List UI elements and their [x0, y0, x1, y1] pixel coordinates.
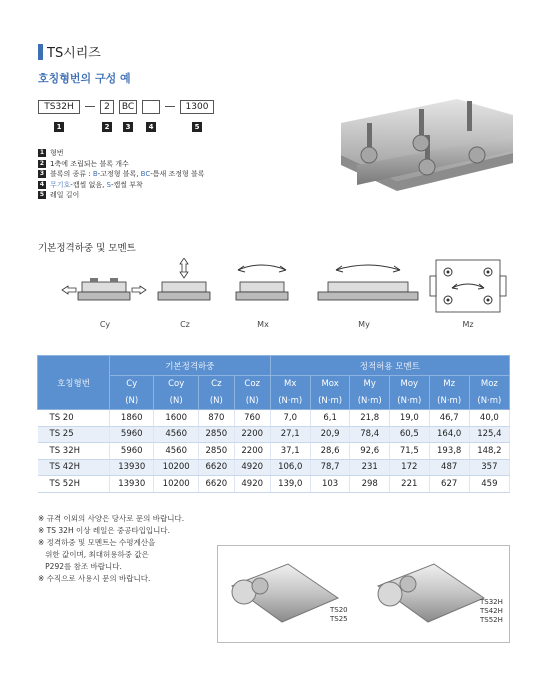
legend-text: S — [106, 180, 111, 189]
rail-label-ts20: TS20 — [330, 606, 348, 614]
value-cell: 4920 — [234, 459, 270, 476]
value-cell: 2850 — [198, 426, 234, 443]
value-cell: 6,1 — [310, 410, 350, 427]
label-mx: Mx — [257, 320, 269, 329]
legend-text: 블록의 종류 : — [50, 170, 93, 178]
header-basic-rating: 기본정격하중 — [110, 356, 271, 376]
value-cell: 71,5 — [390, 443, 430, 460]
note-line: ※ 정격하중 및 모멘트는 수평계산을 — [38, 538, 156, 547]
cy-diagram — [62, 278, 146, 300]
value-cell: 4560 — [154, 426, 198, 443]
dash — [85, 106, 95, 107]
header-static-moment: 정적허용 모멘트 — [270, 356, 509, 376]
value-cell: 1600 — [154, 410, 198, 427]
legend-text: 형번 — [50, 149, 64, 157]
table-row — [38, 459, 510, 476]
legend-item — [38, 169, 205, 180]
value-cell: 2200 — [234, 426, 270, 443]
legend-text: -캡씰 부착 — [111, 180, 143, 189]
value-cell: 6620 — [198, 476, 234, 493]
marker-4: 4 — [146, 122, 156, 132]
note-line: ※ 규격 이외의 사양은 당사로 문의 바랍니다. — [38, 514, 185, 523]
value-cell: 459 — [469, 476, 509, 493]
value-cell: 148,2 — [469, 443, 509, 460]
legend-text: -고정형 블록, — [97, 170, 141, 178]
table-row — [38, 410, 510, 427]
model-cell: TS 52H — [38, 476, 110, 493]
mz-diagram — [430, 260, 506, 312]
notes — [38, 513, 184, 585]
legend-item — [38, 159, 205, 170]
label-cz: Cz — [180, 320, 190, 329]
marker-1: 1 — [54, 122, 64, 132]
header-unit: (N) — [234, 393, 270, 410]
header-unit: (N) — [198, 393, 234, 410]
header-cy: Cy — [110, 376, 154, 393]
legend-number: 3 — [39, 170, 45, 177]
value-cell: 164,0 — [429, 426, 469, 443]
value-cell: 7,0 — [270, 410, 310, 427]
code-box-type: BC — [119, 100, 137, 114]
model-cell: TS 20 — [38, 410, 110, 427]
value-cell: 92,6 — [350, 443, 390, 460]
rail-profile-image — [217, 545, 510, 643]
code-box-count: 2 — [100, 100, 114, 114]
table-row — [38, 443, 510, 460]
value-cell: 487 — [429, 459, 469, 476]
mx-diagram — [236, 265, 288, 300]
value-cell: 125,4 — [469, 426, 509, 443]
value-cell: 221 — [390, 476, 430, 493]
legend-item — [38, 190, 205, 201]
header-unit: (N) — [110, 393, 154, 410]
header-moz: Moz — [469, 376, 509, 393]
rail-profiles — [218, 546, 511, 644]
value-cell: 357 — [469, 459, 509, 476]
legend-text: B — [92, 170, 98, 178]
value-cell: 13930 — [110, 476, 154, 493]
table-row — [38, 476, 510, 493]
header-mz: Mz — [429, 376, 469, 393]
guide-rail-assembly-image — [337, 95, 513, 205]
load-moment-diagrams — [60, 258, 520, 318]
note-line: ※ TS 32H 이상 레일은 중공타입입니다. — [38, 526, 171, 535]
header-cz: Cz — [198, 376, 234, 393]
header-coz: Coz — [234, 376, 270, 393]
value-cell: 4920 — [234, 476, 270, 493]
code-box-seal — [142, 100, 160, 114]
legend-text: -캡씰 없음, — [70, 180, 107, 189]
value-cell: 21,8 — [350, 410, 390, 427]
legend-text: 레일 길이 — [50, 191, 80, 199]
legend-text: 무기호 — [50, 180, 71, 189]
label-cy: Cy — [99, 320, 111, 329]
label-my: My — [358, 320, 370, 329]
legend-item — [38, 148, 205, 159]
header-model: 호칭형번 — [38, 356, 110, 410]
legend-number: 5 — [39, 191, 45, 198]
marker-5: 5 — [192, 122, 202, 132]
value-cell: 28,6 — [310, 443, 350, 460]
header-my: My — [350, 376, 390, 393]
model-cell: TS 42H — [38, 459, 110, 476]
value-cell: 870 — [198, 410, 234, 427]
legend-number: 4 — [39, 180, 45, 188]
code-legend — [38, 148, 205, 201]
value-cell: 103 — [310, 476, 350, 493]
value-cell: 5960 — [110, 443, 154, 460]
section-title — [38, 42, 101, 61]
model-cell: TS 32H — [38, 443, 110, 460]
spec-table — [37, 355, 510, 493]
section-title-text: TS시리즈 — [47, 46, 101, 61]
value-cell: 27,1 — [270, 426, 310, 443]
title-bar — [38, 44, 43, 60]
value-cell: 6620 — [198, 459, 234, 476]
value-cell: 231 — [350, 459, 390, 476]
value-cell: 193,8 — [429, 443, 469, 460]
value-cell: 627 — [429, 476, 469, 493]
legend-text: 1축에 조립되는 블록 개수 — [50, 159, 129, 168]
header-coy: Coy — [154, 376, 198, 393]
rail-label-right — [480, 598, 503, 625]
legend-number: 1 — [39, 149, 45, 156]
my-diagram — [318, 265, 418, 300]
header-moy: Moy — [390, 376, 430, 393]
cz-diagram — [158, 258, 210, 300]
table-row — [38, 426, 510, 443]
marker-3: 3 — [123, 122, 133, 132]
rail-label-ts42h: TS42H — [480, 607, 503, 615]
subtitle: 호칭형번의 구성 예 — [38, 72, 131, 85]
legend-text: BC — [140, 170, 151, 178]
legend-text: -틈새 조정형 블록 — [150, 170, 205, 178]
value-cell: 760 — [234, 410, 270, 427]
note-line: P292를 참조 바랍니다. — [38, 562, 122, 571]
marker-2: 2 — [102, 122, 112, 132]
value-cell: 1860 — [110, 410, 154, 427]
value-cell: 78,7 — [310, 459, 350, 476]
rail-label-ts32h: TS32H — [480, 598, 503, 606]
value-cell: 298 — [350, 476, 390, 493]
header-unit: (N·m) — [469, 393, 509, 410]
value-cell: 10200 — [154, 459, 198, 476]
header-unit: (N·m) — [429, 393, 469, 410]
value-cell: 37,1 — [270, 443, 310, 460]
code-box-model: TS32H — [38, 100, 80, 114]
value-cell: 60,5 — [390, 426, 430, 443]
header-unit: (N·m) — [310, 393, 350, 410]
value-cell: 172 — [390, 459, 430, 476]
rail-label-ts52h: TS52H — [480, 616, 503, 624]
value-cell: 78,4 — [350, 426, 390, 443]
label-mz: Mz — [462, 320, 474, 329]
dash — [165, 106, 175, 107]
rail-label-ts25: TS25 — [330, 615, 348, 623]
rail-label-left — [330, 606, 348, 624]
basic-rating-title: 기본정격하중 및 모멘트 — [38, 243, 136, 254]
value-cell: 5960 — [110, 426, 154, 443]
header-mx: Mx — [270, 376, 310, 393]
note-line: 위한 값이며, 최대허용하중 값은 — [38, 550, 149, 559]
value-cell: 2850 — [198, 443, 234, 460]
value-cell: 2200 — [234, 443, 270, 460]
value-cell: 139,0 — [270, 476, 310, 493]
header-unit: (N·m) — [350, 393, 390, 410]
value-cell: 4560 — [154, 443, 198, 460]
model-code-example — [38, 100, 228, 131]
header-mox: Mox — [310, 376, 350, 393]
legend-item — [38, 180, 205, 191]
value-cell: 10200 — [154, 476, 198, 493]
value-cell: 13930 — [110, 459, 154, 476]
header-unit: (N·m) — [270, 393, 310, 410]
legend-number: 2 — [39, 159, 45, 167]
header-unit: (N) — [154, 393, 198, 410]
value-cell: 20,9 — [310, 426, 350, 443]
value-cell: 46,7 — [429, 410, 469, 427]
value-cell: 19,0 — [390, 410, 430, 427]
note-line: ※ 수직으로 사용시 문의 바랍니다. — [38, 574, 151, 583]
code-box-length: 1300 — [180, 100, 214, 114]
header-unit: (N·m) — [390, 393, 430, 410]
value-cell: 40,0 — [469, 410, 509, 427]
model-cell: TS 25 — [38, 426, 110, 443]
value-cell: 106,0 — [270, 459, 310, 476]
